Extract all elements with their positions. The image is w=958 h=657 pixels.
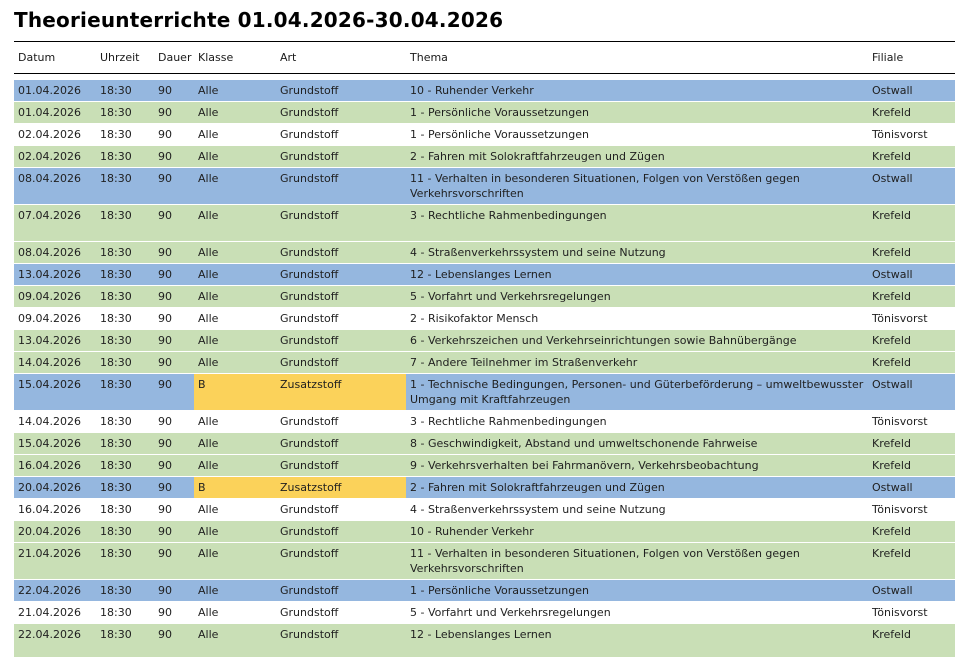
cell-uhrzeit: 18:30: [96, 374, 154, 410]
cell-art: Grundstoff: [276, 543, 406, 579]
cell-datum: 15.04.2026: [14, 374, 96, 410]
cell-art: Zusatzstoff: [276, 374, 406, 410]
cell-datum: 01.04.2026: [14, 80, 96, 101]
cell-klasse: Alle: [194, 411, 276, 432]
cell-datum: 16.04.2026: [14, 499, 96, 520]
cell-klasse: Alle: [194, 80, 276, 101]
cell-dauer: 90: [154, 602, 194, 623]
table-row[interactable]: [14, 477, 955, 499]
cell-klasse: Alle: [194, 308, 276, 329]
cell-uhrzeit: 18:30: [96, 242, 154, 263]
cell-thema: 5 - Vorfahrt und Verkehrsregelungen: [406, 286, 868, 307]
cell-klasse: Alle: [194, 124, 276, 145]
cell-datum: 20.04.2026: [14, 477, 96, 498]
column-header-uhrzeit: Uhrzeit: [100, 51, 140, 64]
cell-uhrzeit: 18:30: [96, 352, 154, 373]
cell-art: Grundstoff: [276, 411, 406, 432]
table-row[interactable]: [14, 543, 955, 580]
cell-thema: 9 - Verkehrsverhalten bei Fahrmanövern, Verkehrsbeobachtung: [406, 455, 868, 476]
cell-filiale: Krefeld: [868, 521, 955, 542]
cell-dauer: 90: [154, 286, 194, 307]
cell-uhrzeit: 18:30: [96, 168, 154, 204]
cell-klasse: Alle: [194, 168, 276, 204]
cell-thema: 12 - Lebenslanges Lernen: [406, 624, 868, 657]
cell-datum: 14.04.2026: [14, 352, 96, 373]
cell-filiale: Ostwall: [868, 264, 955, 285]
schedule-table: [14, 41, 955, 657]
cell-dauer: 90: [154, 330, 194, 351]
cell-dauer: 90: [154, 374, 194, 410]
column-header-datum: Datum: [18, 51, 56, 64]
cell-art: Grundstoff: [276, 242, 406, 263]
column-header-thema: Thema: [410, 51, 448, 64]
cell-klasse: Alle: [194, 624, 276, 657]
cell-art: Grundstoff: [276, 168, 406, 204]
cell-dauer: 90: [154, 499, 194, 520]
table-row[interactable]: [14, 433, 955, 455]
table-row[interactable]: [14, 411, 955, 433]
cell-dauer: 90: [154, 102, 194, 123]
cell-thema: 10 - Ruhender Verkehr: [406, 80, 868, 101]
cell-art: Zusatzstoff: [276, 477, 406, 498]
cell-filiale: Krefeld: [868, 330, 955, 351]
cell-datum: 09.04.2026: [14, 286, 96, 307]
cell-dauer: 90: [154, 168, 194, 204]
cell-dauer: 90: [154, 264, 194, 285]
cell-filiale: Krefeld: [868, 455, 955, 476]
cell-art: Grundstoff: [276, 146, 406, 167]
table-row[interactable]: [14, 242, 955, 264]
cell-uhrzeit: 18:30: [96, 624, 154, 657]
cell-thema: 2 - Risikofaktor Mensch: [406, 308, 868, 329]
cell-thema: 10 - Ruhender Verkehr: [406, 521, 868, 542]
cell-klasse: Alle: [194, 264, 276, 285]
table-row[interactable]: [14, 521, 955, 543]
cell-klasse: Alle: [194, 433, 276, 454]
cell-filiale: Ostwall: [868, 168, 955, 204]
cell-art: Grundstoff: [276, 80, 406, 101]
table-row[interactable]: [14, 602, 955, 624]
cell-datum: 02.04.2026: [14, 124, 96, 145]
cell-thema: 4 - Straßenverkehrssystem und seine Nutzung: [406, 242, 868, 263]
cell-klasse: Alle: [194, 580, 276, 601]
table-row[interactable]: [14, 286, 955, 308]
cell-datum: 02.04.2026: [14, 146, 96, 167]
cell-klasse: Alle: [194, 543, 276, 579]
table-row[interactable]: [14, 264, 955, 286]
cell-thema: 8 - Geschwindigkeit, Abstand und umweltschonende Fahrweise: [406, 433, 868, 454]
cell-uhrzeit: 18:30: [96, 308, 154, 329]
cell-datum: 01.04.2026: [14, 102, 96, 123]
cell-thema: 3 - Rechtliche Rahmenbedingungen: [406, 205, 868, 241]
cell-filiale: Krefeld: [868, 286, 955, 307]
cell-uhrzeit: 18:30: [96, 580, 154, 601]
cell-filiale: Krefeld: [868, 146, 955, 167]
cell-datum: 21.04.2026: [14, 543, 96, 579]
cell-uhrzeit: 18:30: [96, 286, 154, 307]
cell-thema: 11 - Verhalten in besonderen Situationen, Folgen von Verstößen gegen Verkehrsvorschriften: [406, 543, 868, 579]
cell-art: Grundstoff: [276, 433, 406, 454]
cell-filiale: Tönisvorst: [868, 124, 955, 145]
cell-datum: 13.04.2026: [14, 330, 96, 351]
cell-klasse: Alle: [194, 146, 276, 167]
cell-filiale: Ostwall: [868, 580, 955, 601]
cell-klasse: Alle: [194, 455, 276, 476]
cell-thema: 4 - Straßenverkehrssystem und seine Nutzung: [406, 499, 868, 520]
cell-datum: 13.04.2026: [14, 264, 96, 285]
cell-art: Grundstoff: [276, 352, 406, 373]
cell-uhrzeit: 18:30: [96, 411, 154, 432]
cell-uhrzeit: 18:30: [96, 205, 154, 241]
table-row[interactable]: [14, 308, 955, 330]
cell-filiale: Ostwall: [868, 477, 955, 498]
table-row[interactable]: [14, 146, 955, 168]
column-header-klasse: Klasse: [198, 51, 234, 64]
cell-thema: 1 - Persönliche Voraussetzungen: [406, 124, 868, 145]
cell-filiale: Krefeld: [868, 242, 955, 263]
cell-thema: 1 - Persönliche Voraussetzungen: [406, 580, 868, 601]
cell-filiale: Tönisvorst: [868, 602, 955, 623]
cell-uhrzeit: 18:30: [96, 146, 154, 167]
table-row[interactable]: [14, 102, 955, 124]
cell-thema: 7 - Andere Teilnehmer im Straßenverkehr: [406, 352, 868, 373]
cell-filiale: Tönisvorst: [868, 499, 955, 520]
cell-klasse: Alle: [194, 521, 276, 542]
cell-dauer: 90: [154, 521, 194, 542]
cell-dauer: 90: [154, 411, 194, 432]
cell-datum: 20.04.2026: [14, 521, 96, 542]
cell-filiale: Krefeld: [868, 102, 955, 123]
cell-klasse: Alle: [194, 205, 276, 241]
table-row[interactable]: [14, 499, 955, 521]
cell-thema: 11 - Verhalten in besonderen Situationen, Folgen von Verstößen gegen Verkehrsvorschriften: [406, 168, 868, 204]
cell-thema: 1 - Technische Bedingungen, Personen- und Güterbeförderung – umweltbewusster Umgang mit Kraftfahrzeugen: [406, 374, 868, 410]
cell-dauer: 90: [154, 580, 194, 601]
cell-art: Grundstoff: [276, 205, 406, 241]
cell-datum: 08.04.2026: [14, 168, 96, 204]
cell-datum: 09.04.2026: [14, 308, 96, 329]
cell-dauer: 90: [154, 352, 194, 373]
cell-klasse: Alle: [194, 602, 276, 623]
cell-thema: 2 - Fahren mit Solokraftfahrzeugen und Zügen: [406, 146, 868, 167]
cell-datum: 21.04.2026: [14, 602, 96, 623]
cell-klasse: Alle: [194, 352, 276, 373]
cell-thema: 6 - Verkehrszeichen und Verkehrseinrichtungen sowie Bahnübergänge: [406, 330, 868, 351]
table-row[interactable]: [14, 352, 955, 374]
cell-art: Grundstoff: [276, 286, 406, 307]
cell-uhrzeit: 18:30: [96, 477, 154, 498]
cell-art: Grundstoff: [276, 124, 406, 145]
page-title: Theorieunterrichte 01.04.2026-30.04.2026: [14, 8, 504, 32]
cell-filiale: Krefeld: [868, 205, 955, 241]
cell-thema: 5 - Vorfahrt und Verkehrsregelungen: [406, 602, 868, 623]
cell-datum: 22.04.2026: [14, 624, 96, 657]
cell-art: Grundstoff: [276, 455, 406, 476]
cell-art: Grundstoff: [276, 308, 406, 329]
cell-uhrzeit: 18:30: [96, 543, 154, 579]
cell-art: Grundstoff: [276, 521, 406, 542]
cell-dauer: 90: [154, 80, 194, 101]
cell-art: Grundstoff: [276, 499, 406, 520]
table-row[interactable]: [14, 624, 955, 657]
cell-klasse: B: [194, 477, 276, 498]
cell-uhrzeit: 18:30: [96, 80, 154, 101]
cell-uhrzeit: 18:30: [96, 102, 154, 123]
table-row[interactable]: [14, 124, 955, 146]
cell-datum: 14.04.2026: [14, 411, 96, 432]
cell-filiale: Krefeld: [868, 352, 955, 373]
cell-thema: 1 - Persönliche Voraussetzungen: [406, 102, 868, 123]
cell-dauer: 90: [154, 543, 194, 579]
cell-art: Grundstoff: [276, 624, 406, 657]
cell-uhrzeit: 18:30: [96, 433, 154, 454]
table-row[interactable]: [14, 168, 955, 205]
cell-klasse: Alle: [194, 330, 276, 351]
cell-klasse: Alle: [194, 242, 276, 263]
cell-datum: 08.04.2026: [14, 242, 96, 263]
cell-uhrzeit: 18:30: [96, 499, 154, 520]
cell-uhrzeit: 18:30: [96, 521, 154, 542]
cell-datum: 15.04.2026: [14, 433, 96, 454]
cell-dauer: 90: [154, 433, 194, 454]
cell-uhrzeit: 18:30: [96, 264, 154, 285]
cell-datum: 16.04.2026: [14, 455, 96, 476]
cell-dauer: 90: [154, 455, 194, 476]
cell-dauer: 90: [154, 624, 194, 657]
cell-dauer: 90: [154, 146, 194, 167]
cell-dauer: 90: [154, 242, 194, 263]
cell-uhrzeit: 18:30: [96, 455, 154, 476]
cell-filiale: Krefeld: [868, 433, 955, 454]
cell-thema: 3 - Rechtliche Rahmenbedingungen: [406, 411, 868, 432]
cell-dauer: 90: [154, 124, 194, 145]
column-header-dauer: Dauer: [158, 51, 192, 64]
cell-klasse: Alle: [194, 286, 276, 307]
column-header-filiale: Filiale: [872, 51, 904, 64]
table-row[interactable]: [14, 580, 955, 602]
cell-dauer: 90: [154, 205, 194, 241]
cell-art: Grundstoff: [276, 330, 406, 351]
cell-art: Grundstoff: [276, 580, 406, 601]
cell-uhrzeit: 18:30: [96, 124, 154, 145]
cell-klasse: Alle: [194, 499, 276, 520]
schedule-table-body: [14, 80, 955, 657]
cell-thema: 12 - Lebenslanges Lernen: [406, 264, 868, 285]
table-row[interactable]: [14, 374, 955, 411]
cell-filiale: Tönisvorst: [868, 411, 955, 432]
table-row[interactable]: [14, 330, 955, 352]
cell-filiale: Tönisvorst: [868, 308, 955, 329]
cell-datum: 07.04.2026: [14, 205, 96, 241]
table-row[interactable]: [14, 205, 955, 242]
cell-uhrzeit: 18:30: [96, 602, 154, 623]
cell-thema: 2 - Fahren mit Solokraftfahrzeugen und Zügen: [406, 477, 868, 498]
cell-filiale: Ostwall: [868, 80, 955, 101]
cell-art: Grundstoff: [276, 264, 406, 285]
cell-art: Grundstoff: [276, 102, 406, 123]
cell-filiale: Ostwall: [868, 374, 955, 410]
cell-filiale: Krefeld: [868, 624, 955, 657]
cell-filiale: Krefeld: [868, 543, 955, 579]
table-row[interactable]: [14, 455, 955, 477]
table-header-row: [14, 41, 955, 74]
cell-dauer: 90: [154, 308, 194, 329]
cell-art: Grundstoff: [276, 602, 406, 623]
cell-uhrzeit: 18:30: [96, 330, 154, 351]
cell-klasse: B: [194, 374, 276, 410]
cell-klasse: Alle: [194, 102, 276, 123]
column-header-art: Art: [280, 51, 297, 64]
cell-datum: 22.04.2026: [14, 580, 96, 601]
table-row[interactable]: [14, 80, 955, 102]
cell-dauer: 90: [154, 477, 194, 498]
